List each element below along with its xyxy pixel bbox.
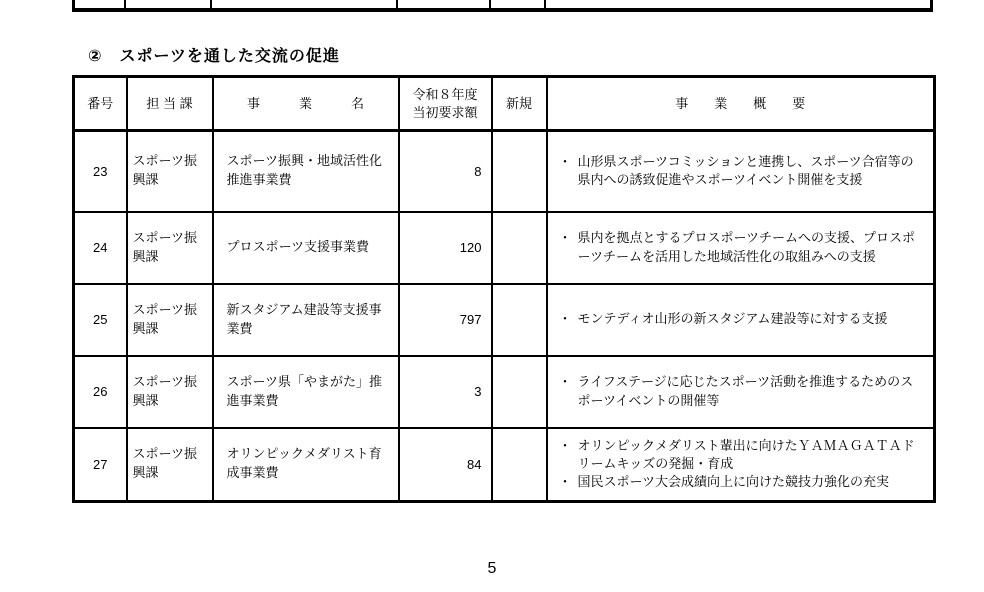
col-header-new: 新規 [492,77,547,131]
project-name-cell: オリンピックメダリスト育成事業費 [213,428,399,502]
dept-cell: スポーツ振興課 [127,284,213,356]
col-header-amount [399,77,492,131]
table-row [74,212,935,284]
new-flag-cell [492,284,547,356]
new-flag-cell [492,131,547,212]
row-number: 25 [74,284,127,356]
project-name-cell: スポーツ県「やまがた」推進事業費 [213,356,399,428]
previous-table-bottom-edge [72,0,933,12]
amount-cell: 3 [399,356,492,428]
bullet-icon: ・ [558,230,572,246]
partial-cell [126,0,212,8]
overview-text: ライフステージに応じたスポーツ活動を推進するためのスポーツイベントの開催等 [577,374,914,408]
amount-cell: 120 [399,212,492,284]
overview-text: モンテディオ山形の新スタジアム建設等に対する支援 [577,311,888,327]
amount-cell: 8 [399,131,492,212]
partial-cell [546,0,930,8]
overview-item [559,153,926,190]
col-header-dept: 担 当 課 [127,77,213,131]
overview-text: 国民スポーツ大会成績向上に向けた競技力強化の充実 [577,474,889,490]
overview-item [559,437,926,474]
project-name-cell: 新スタジアム建設等支援事業費 [213,284,399,356]
row-number: 26 [74,356,127,428]
row-number: 24 [74,212,127,284]
col-header-number: 番号 [74,77,127,131]
amount-cell: 84 [399,428,492,502]
row-number: 27 [74,428,127,502]
overview-text: オリンピックメダリスト輩出に向けたＹＡＭＡＧＡＴＡドリームキッズの発掘・育成 [577,437,915,472]
overview-item [559,229,926,266]
partial-cell [398,0,491,8]
overview-text: 県内を拠点とするプロスポーツチームへの支援、プロスポーツチームを活用した地域活性化の取組みへの支援 [577,230,915,264]
overview-item [559,473,926,491]
partial-cell [491,0,546,8]
overview-item [559,310,926,328]
dept-cell: スポーツ振興課 [127,356,213,428]
partial-cell [212,0,398,8]
dept-cell: スポーツ振興課 [127,428,213,502]
overview-cell [547,356,935,428]
overview-cell [547,212,935,284]
overview-text: 山形県スポーツコミッションと連携し、スポーツ合宿等の県内への誘致促進やスポーツイベント開催を支援 [577,153,914,188]
new-flag-cell [492,356,547,428]
new-flag-cell [492,212,547,284]
bullet-icon: ・ [558,437,572,453]
overview-item [559,373,926,410]
table-header-row [74,77,935,131]
partial-cell [75,0,126,8]
bullet-icon: ・ [558,474,572,490]
dept-cell: スポーツ振興課 [127,212,213,284]
col-header-amount-line1: 令和８年度 [412,86,478,102]
project-name-cell: プロスポーツ支援事業費 [213,212,399,284]
page-number: 5 [487,560,497,577]
table-row [74,428,935,502]
table-row [74,284,935,356]
section-heading: ② スポーツを通した交流の促進 [88,48,340,65]
project-name-cell: スポーツ振興・地域活性化推進事業費 [213,131,399,212]
col-header-project-name: 事 業 名 [213,77,399,131]
overview-cell [547,428,935,502]
bullet-icon: ・ [558,374,572,390]
overview-cell [547,284,935,356]
bullet-icon: ・ [558,311,572,327]
amount-cell: 797 [399,284,492,356]
budget-request-table [72,75,936,503]
bullet-icon: ・ [558,153,572,169]
col-header-overview: 事 業 概 要 [547,77,935,131]
dept-cell: スポーツ振興課 [127,131,213,212]
overview-cell [547,131,935,212]
table-row [74,131,935,212]
row-number: 23 [74,131,127,212]
col-header-amount-line2: 当初要求額 [412,104,478,120]
table-row [74,356,935,428]
new-flag-cell [492,428,547,502]
